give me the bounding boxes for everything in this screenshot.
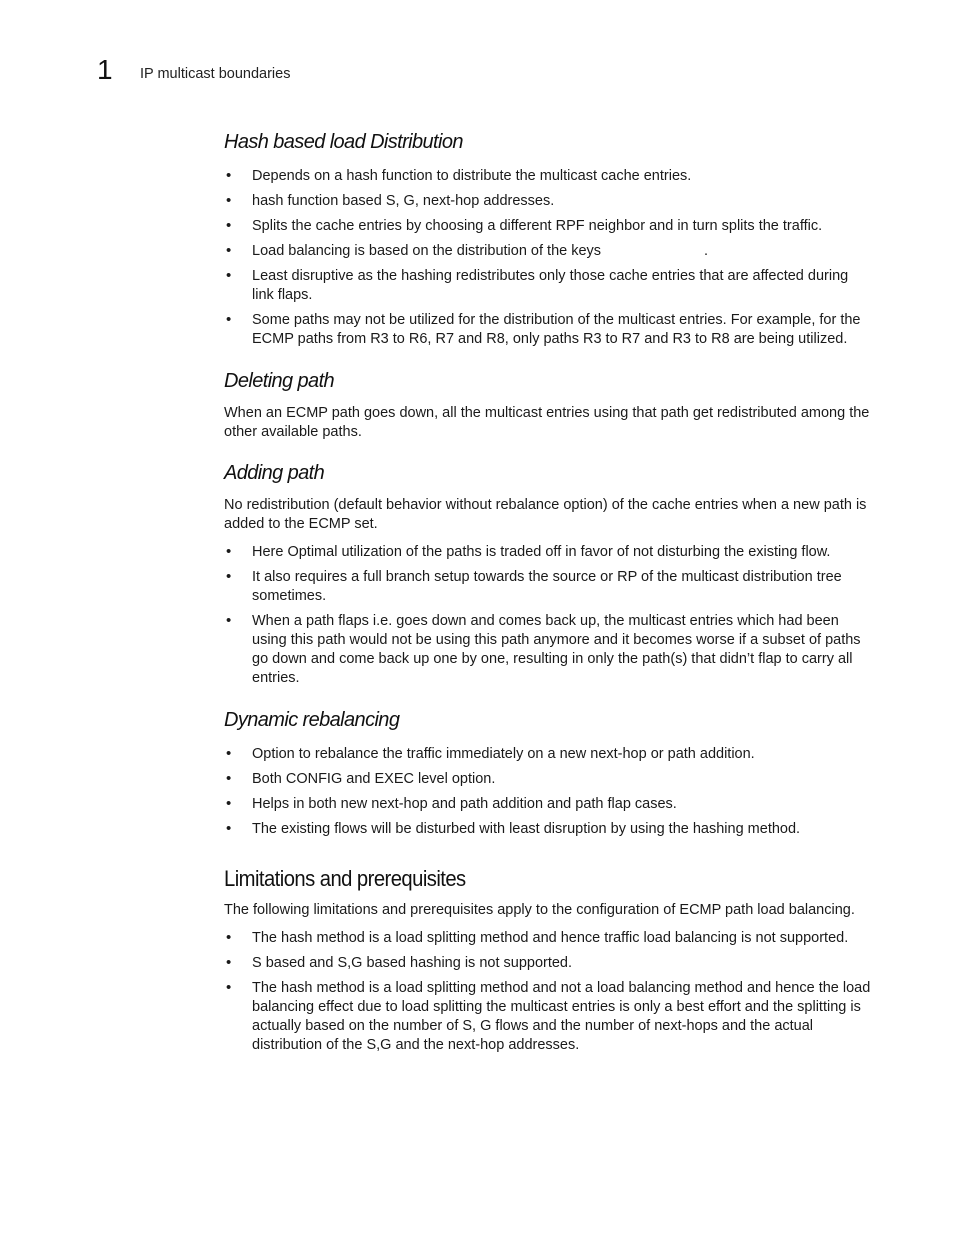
list-item: • Here Optimal utilization of the paths is traded off in favor of not disturbing the existing flow. (224, 543, 872, 562)
chapter-number: 1 (97, 54, 113, 85)
list-item: • It also requires a full branch setup towards the source or RP of the multicast distribution tree sometimes. (224, 568, 872, 606)
list-item: • hash function based S, G, next-hop addresses. (224, 192, 872, 211)
list-item: • The existing flows will be disturbed with least disruption by using the hashing method. (224, 820, 872, 839)
list-item: • Option to rebalance the traffic immediately on a new next-hop or path addition. (224, 745, 872, 764)
list-item: • The hash method is a load splitting method and hence traffic load balancing is not supported. (224, 929, 872, 948)
section-title-deleting-path: Deleting path (224, 370, 335, 392)
limitations-paragraph: The following limitations and prerequisites apply to the configuration of ECMP path load balancing. (224, 902, 855, 918)
list-item: • S based and S,G based hashing is not supported. (224, 954, 872, 973)
trailing-period: . (704, 243, 709, 259)
hash-bullet-list (224, 167, 872, 349)
list-item: • Some paths may not be utilized for the distribution of the multicast entries. For example, for the ECMP paths from R3 to R6, R7 and R8, only paths R3 to R7 and R3 to R8 are being utilized. (224, 311, 872, 349)
section-title-dynamic-rebalancing: Dynamic rebalancing (224, 709, 400, 731)
list-item: • Least disruptive as the hashing redistributes only those cache entries that are affected during link flaps. (224, 267, 872, 305)
limitations-bullet-list (224, 929, 872, 1055)
list-item: • Helps in both new next-hop and path addition and path flap cases. (224, 795, 872, 814)
list-item-text: Load balancing is based on the distribution of the keys (252, 243, 602, 259)
list-item: • When a path flaps i.e. goes down and comes back up, the multicast entries which had been using this path would not be using this path anymore and it becomes worse if a subset of paths go down and come back up one by one, resulting in only the path(s) that didn’t flap to carry all entries. (224, 612, 872, 688)
deleting-path-paragraph: When an ECMP path goes down, all the multicast entries using that path get redistributed among the other available paths. (224, 405, 870, 440)
section-title-limitations: Limitations and prerequisites (224, 866, 466, 891)
list-item: • Both CONFIG and EXEC level option. (224, 770, 872, 789)
section-title-adding-path: Adding path (224, 462, 325, 484)
list-item: • Splits the cache entries by choosing a different RPF neighbor and in turn splits the traffic. (224, 217, 872, 236)
adding-path-bullet-list (224, 543, 872, 688)
list-item: • Depends on a hash function to distribute the multicast cache entries. (224, 167, 872, 186)
section-title-hash-distribution: Hash based load Distribution (224, 131, 463, 153)
chapter-title: IP multicast boundaries (140, 66, 291, 82)
list-item: • The hash method is a load splitting method and not a load balancing method and hence the load balancing effect due to load splitting the multicast entries is only a best effort and the splitting is actually based on the number of S, G flows and the number of next-hops and the actual distribution of the S,G and the next-hop addresses. (224, 979, 872, 1055)
page-content (224, 128, 872, 1061)
adding-path-paragraph: No redistribution (default behavior without rebalance option) of the cache entries when a new path is added to the ECMP set. (224, 497, 867, 532)
dynamic-rebalancing-bullet-list (224, 745, 872, 839)
list-item (224, 242, 872, 261)
